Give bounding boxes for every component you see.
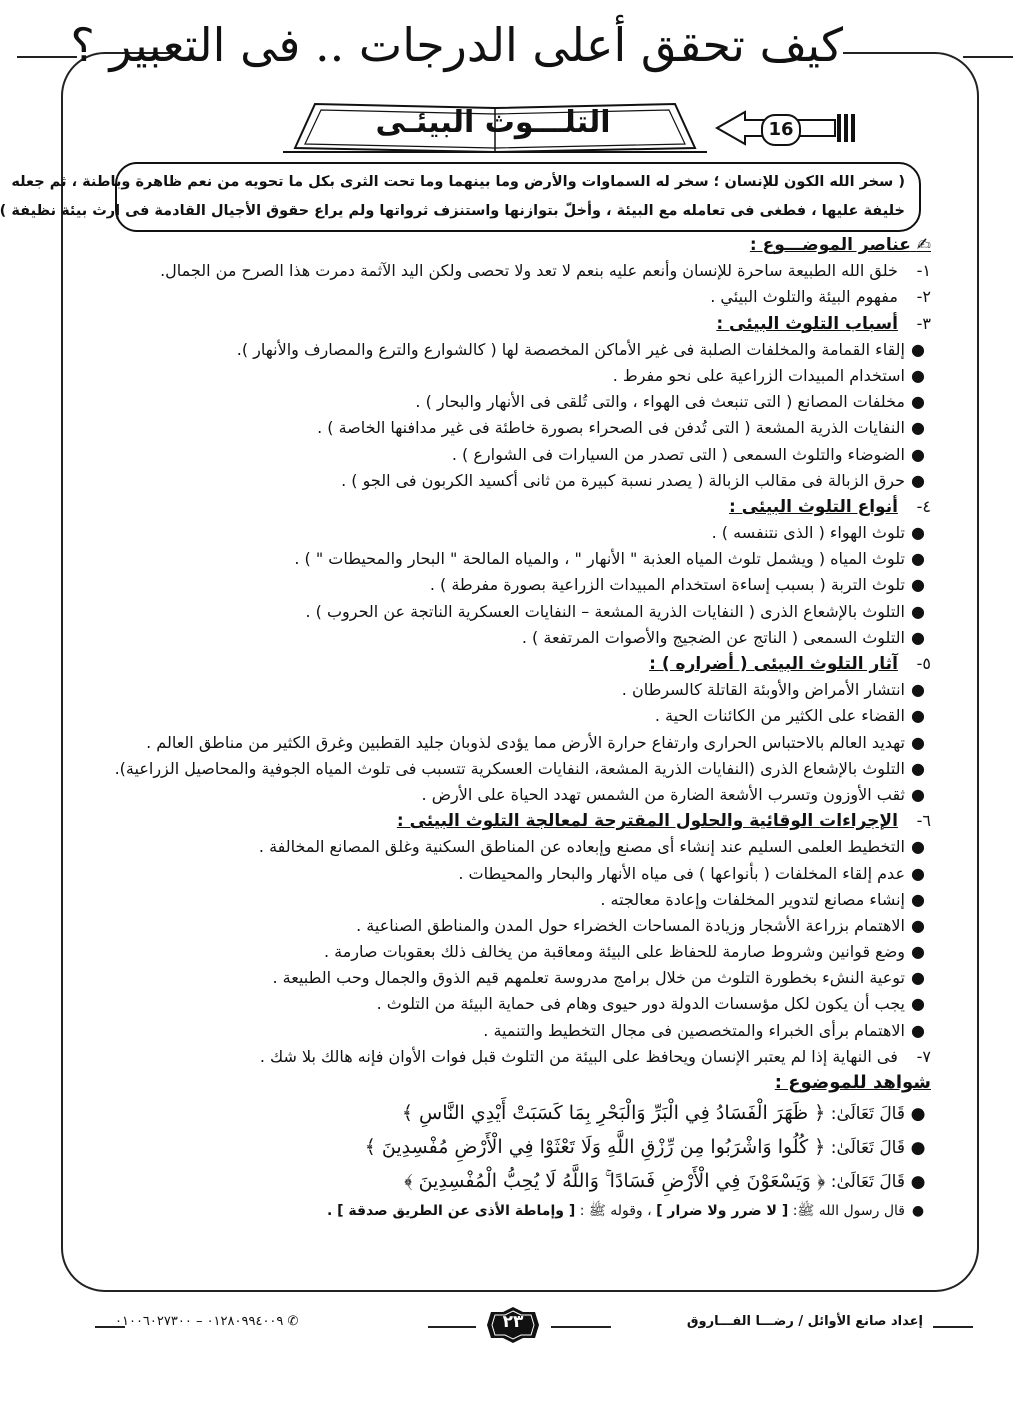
bullet-item: ●النفايات الذرية المشعة ( التى تُدفن فى الصحراء بصورة خاطئة فى غير مدافنها الخاصة ) . [317,418,925,438]
bullet-item: ●تهديد العالم بالاحتباس الحرارى وارتفاع حرارة الأرض مما يؤدى لذوبان جليد القطبين وغرق الكثير من مناطق العالم . [146,732,925,752]
section-heading-solutions: ٦- الإجراءات الوقائية والحلول المقترحة لمعالجة التلوث البيئى : [396,811,931,832]
footer-rule [428,1326,476,1328]
list-item: ٢- مفهوم البيئة والتلوث البيئي . [710,287,931,307]
footer-rule [551,1326,611,1328]
hadith-quote: ●قال رسول الله ﷺ: [ لا ضرر ولا ضرار ] ، وقوله ﷺ : [ وإماطة الأذى عن الطريق صدقة ] . [326,1203,925,1220]
bullet-item: ●التلوث بالإشعاع الذرى (النفايات الذرية المشعة، النفايات العسكرية تتسبب فى تلوث المياه الجوفية والمحاصيل الزراعية). [114,758,925,778]
bullet-item: ●التلوث بالإشعاع الذرى ( النفايات الذرية المشعة – النفايات العسكرية الناتجة عن الحروب ) . [305,601,925,621]
bullet-item: ●الاهتمام برأى الخبراء والمتخصصين فى مجال التخطيط والتنمية . [483,1020,925,1040]
lesson-number-badge: 16 [761,114,801,146]
frame-rule-right [963,56,1013,58]
bullet-item: ●حرق الزبالة فى مقالب الزبالة ( يصدر نسبة كبيرة من ثانى أكسيد الكربون فى الجو ) . [341,470,925,490]
frame-rule-left [17,56,77,58]
bullet-item: ●الاهتمام بزراعة الأشجار وزيادة المساحات الخضراء حول المدن والمناطق الصناعية . [356,915,925,935]
section-heading-effects: ٥- آثار التلوث البيئى ( أضراره ) : [649,654,931,674]
bullet-item: ●وضع قوانين وشروط صارمة للحفاظ على البيئة ومعاقبة من يخالف ذلك بعقوبات صارمة . [323,942,925,962]
topic-title: التلـــوث البيئـى [375,105,611,140]
intro-line: خليفة عليها ، فطغى فى تعامله مع البيئة ، وأخلّ بتوازنها واستنزف ثرواتها ولم يراع حقوق الأجيال القادمة فى إرث بيئة نظيفة ) [0,203,905,219]
quran-quote: ●قَالَ تَعَالَىٰ: ﴿ ظَهَرَ الْفَسَادُ فِي الْبَرِّ وَالْبَحْرِ بِمَا كَسَبَتْ أَيْدِي النَّاسِ ﴾ [401,1102,926,1125]
footer [3,1306,1027,1356]
bullet-item: ●تلوث المياه ( ويشمل تلوث المياه العذبة " الأنهار " ، والمياه المالحة " البحار والمحيطات " ) . [294,549,925,569]
bullet-item: ●الضوضاء والتلوث السمعى ( التى تصدر من السيارات فى الشوارع ) . [451,444,925,464]
intro-box [0,162,921,232]
quran-quote: ●قَالَ تَعَالَىٰ: ﴿ كُلُوا وَاشْرَبُوا مِن رِّزْقِ اللَّهِ وَلَا تَعْثَوْا فِي الْأَرْضِ مُفْسِدِينَ ﴾ [364,1136,926,1159]
footer-rule [933,1326,973,1328]
bullet-item: ●توعية النشء بخطورة التلوث من خلال برامج مدروسة تعلمهم قيم الذوق والجمال وحب الطبيعة . [272,968,925,988]
bullet-item: ●تلوث الهواء ( الذى نتنفسه ) . [711,523,925,543]
footer-phones: ✆ ٠١٢٨٠٩٩٤٠٠٩ – ٠١٠٠٦٠٢٧٣٠٠ [115,1314,299,1329]
intro-line: ( سخر الله الكون للإنسان ؛ سخر له السماوات والأرض وما بينهما وما تحت الثرى بكل ما تحويه من نعم ظاهرة وباطنة ، ثم جعله [11,174,905,190]
bullet-item: ●ثقب الأوزون وتسرب الأشعة الضارة من الشمس تهدد الحياة على الأرض . [421,784,925,804]
bullet-item: ●التخطيط العلمى السليم عند إنشاء أى مصنع وإبعاده عن المناطق السكنية وغلق المصانع المخالفة . [258,837,925,857]
phone-icon: ✆ [287,1314,299,1329]
bullet-item: ●إنشاء مصانع لتدوير المخلفات وإعادة معالجته . [600,889,925,909]
list-item: ١- خلق الله الطبيعة ساحرة للإنسان وأنعم عليه بنعم لا تعد ولا تحصى ولكن اليد الآثمة دمرت هذا الصرح من الجمال. [160,261,931,281]
bullet-item: ●يجب أن يكون لكل مؤسسات الدولة دور حيوى وهام فى حماية البيئة من التلوث . [376,994,925,1014]
page-number: ٢٣ [502,1312,524,1332]
bullet-item: ●مخلفات المصانع ( التى تنبعث فى الهواء ، والتى تُلقى فى الأنهار والبحار ) . [415,392,925,412]
bullet-item: ●تلوث التربة ( بسبب إساءة استخدام المبيدات الزراعية بصورة مفرطة ) . [429,575,925,595]
footer-rule [95,1326,125,1328]
bullet-item: ●إلقاء القمامة والمخلفات الصلبة فى غير الأماكن المخصصة لها ( كالشوارع والترع والمصارف والأنهار ). [236,339,925,359]
section-heading-causes: ٣- أسباب التلوث البيئى : [716,313,931,334]
footer-author: إعداد صانع الأوائل / رضـــا الفـــاروق [686,1314,923,1329]
bullet-item: ●التلوث السمعى ( الناتج عن الضجيج والأصوات المرتفعة ) . [521,627,925,647]
bullet-item: ●انتشار الأمراض والأوبئة القاتلة كالسرطان . [621,680,925,700]
evidence-heading: شواهد للموضوع : [774,1072,931,1093]
bullet-item: ●عدم إلقاء المخلفات ( بأنواعها ) فى مياه الأنهار والبحار والمحيطات . [458,863,925,883]
content [89,232,931,1224]
pencil-icon: ✍ [916,235,931,255]
section-heading-types: ٤- أنواع التلوث البيئى : [728,496,931,517]
bullet-item: ●استخدام المبيدات الزراعية على نحو مفرط . [612,365,925,385]
quran-quote: ●قَالَ تَعَالَىٰ: ﴿ وَيَسْعَوْنَ فِي الْأَرْضِ فَسَادًا ۚ وَاللَّهُ لَا يُحِبُّ الْمُفْسِدِينَ ﴾ [404,1170,926,1193]
elements-heading: ✍ عناصر الموضـــوع : [749,235,931,255]
page-title: كيف تحقق أعلى الدرجات .. فى التعبير ؟ [173,6,843,84]
list-item: ٧- فى النهاية إذا لم يعتبر الإنسان ويحافظ على البيئة من التلوث قبل فوات الأوان فإنه هالك بلا شك . [259,1046,931,1066]
bullet-item: ●القضاء على الكثير من الكائنات الحية . [654,706,925,726]
